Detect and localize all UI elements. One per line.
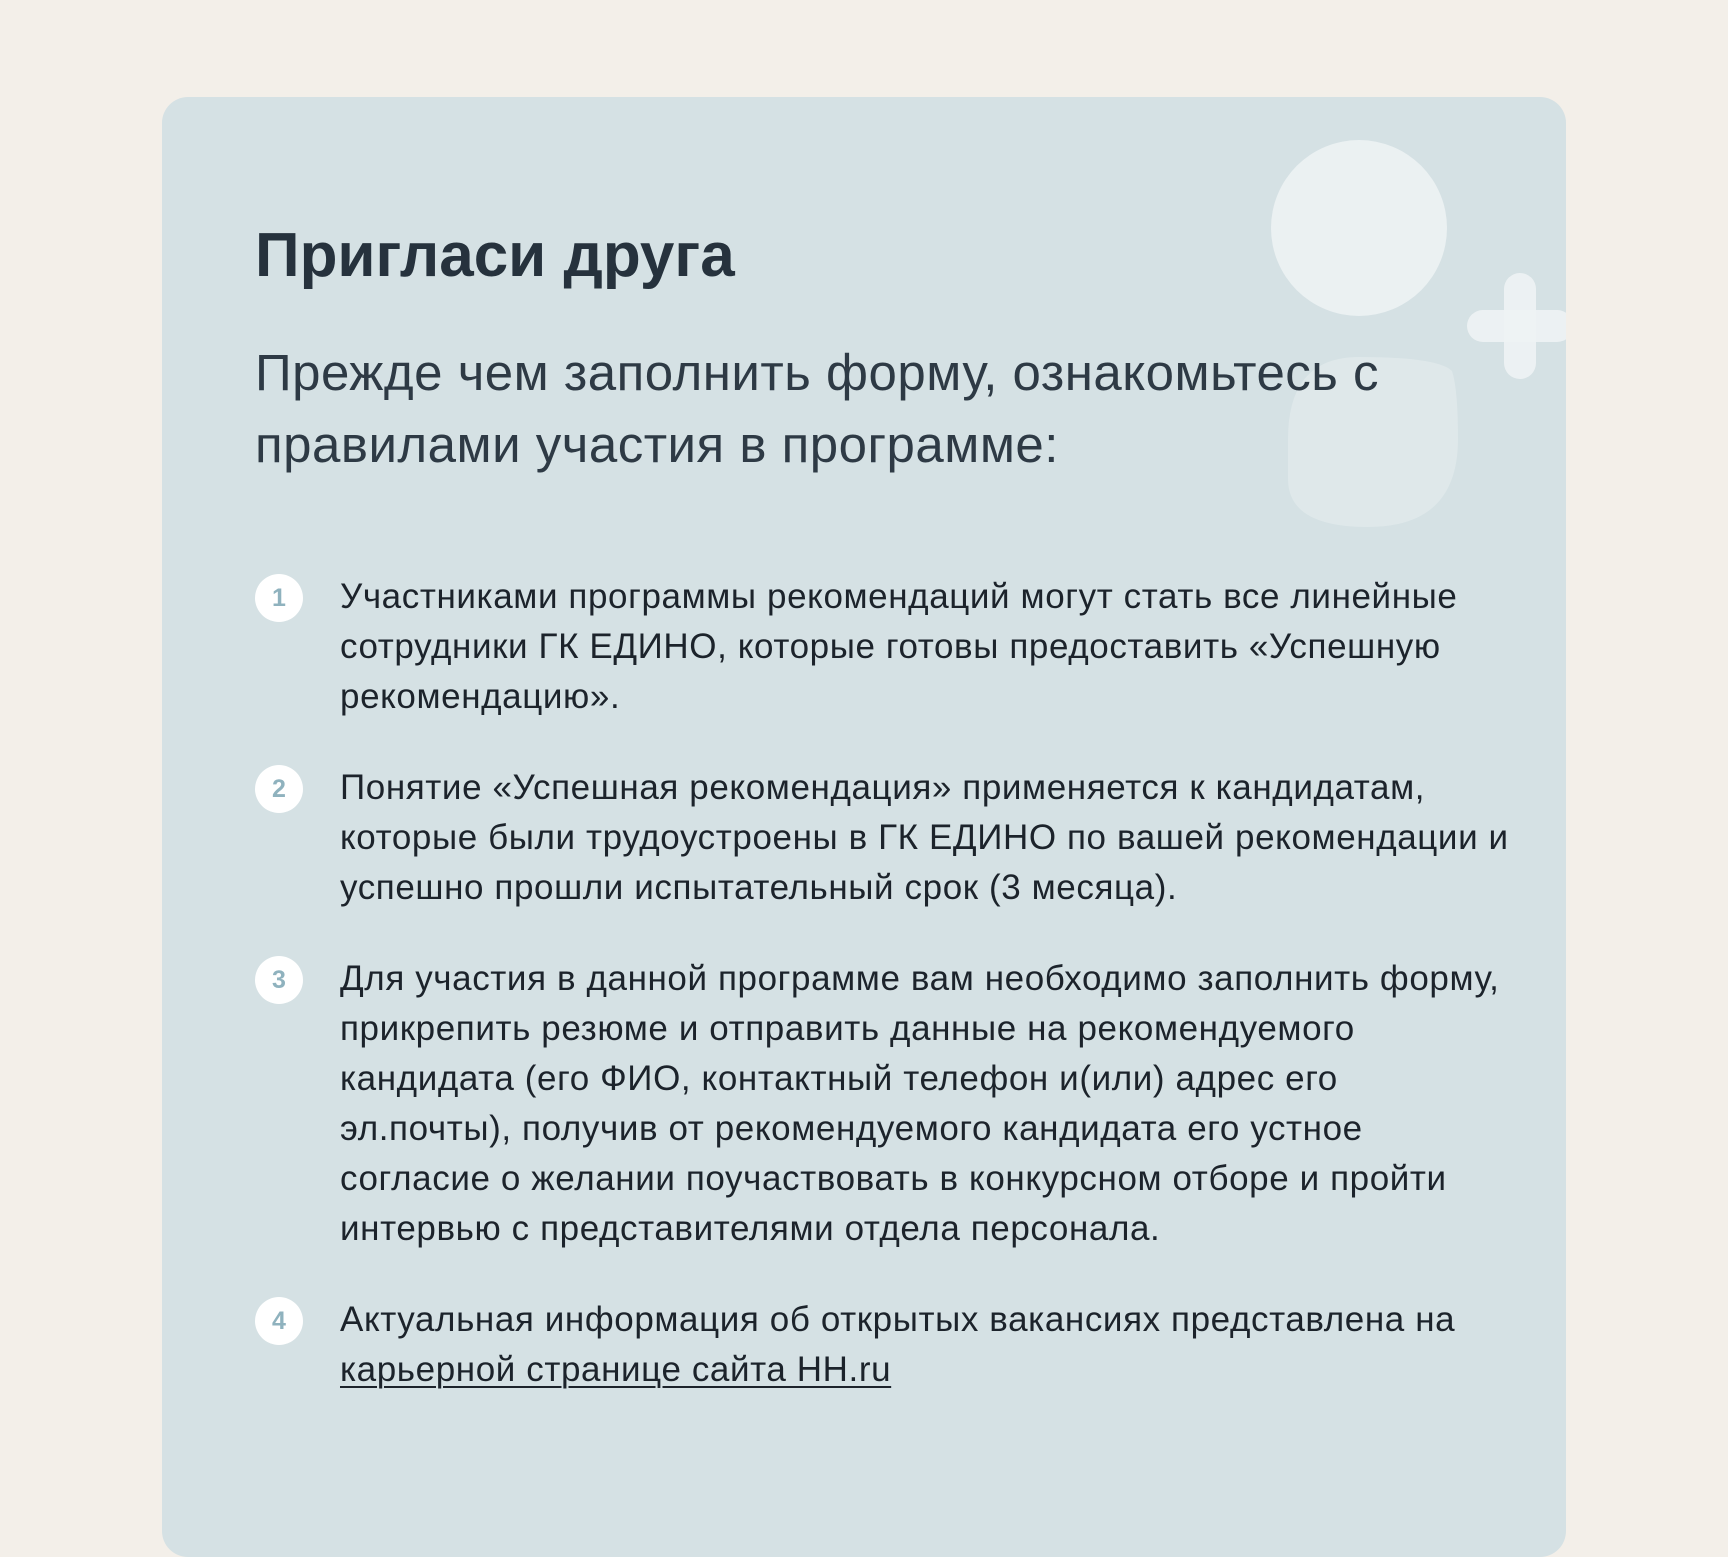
invite-friend-card bbox=[162, 97, 1566, 1557]
rule-number-badge: 1 bbox=[255, 574, 303, 622]
rule-item-1 bbox=[255, 572, 1515, 722]
rule-text: Для участия в данной программе вам необходимо заполнить форму, прикрепить резюме и отправить данные на рекомендуемого кандидата (его ФИО, контактный телефон и(или) адрес его эл.почты), получив от рекомендуемого кандидата его устное согласие о желании поучаствовать в конкурсном отборе и пройти интервью с представителями отдела персонала. bbox=[340, 959, 1500, 1248]
add-user-icon-head bbox=[1271, 140, 1447, 316]
page-title: Пригласи друга bbox=[255, 221, 735, 290]
rule-text: Понятие «Успешная рекомендация» применяется к кандидатам, которые были трудоустроены в ГК ЕДИНО по вашей рекомендации и успешно прошли испытательный срок (3 месяца). bbox=[340, 768, 1509, 907]
intro-text: Прежде чем заполнить форму, ознакомьтесь с правилами участия в программе: bbox=[255, 344, 1380, 473]
rules-list bbox=[255, 572, 1515, 1436]
hh-career-page-link[interactable]: карьерной странице сайта HH.ru bbox=[340, 1350, 892, 1389]
rule-item-3 bbox=[255, 954, 1515, 1254]
rule-number-badge: 3 bbox=[255, 956, 303, 1004]
rule-text-container bbox=[340, 1295, 1515, 1395]
rule-number-badge: 2 bbox=[255, 765, 303, 813]
rule-number-badge: 4 bbox=[255, 1297, 303, 1345]
rule-text: Участниками программы рекомендаций могут стать все линейные сотрудники ГК ЕДИНО, которые готовы предоставить «Успешную рекомендацию». bbox=[340, 577, 1458, 716]
rule-item-2 bbox=[255, 763, 1515, 913]
rule-item-4 bbox=[255, 1295, 1515, 1395]
rule-text: Актуальная информация об открытых вакансиях представлена на bbox=[340, 1300, 1456, 1339]
